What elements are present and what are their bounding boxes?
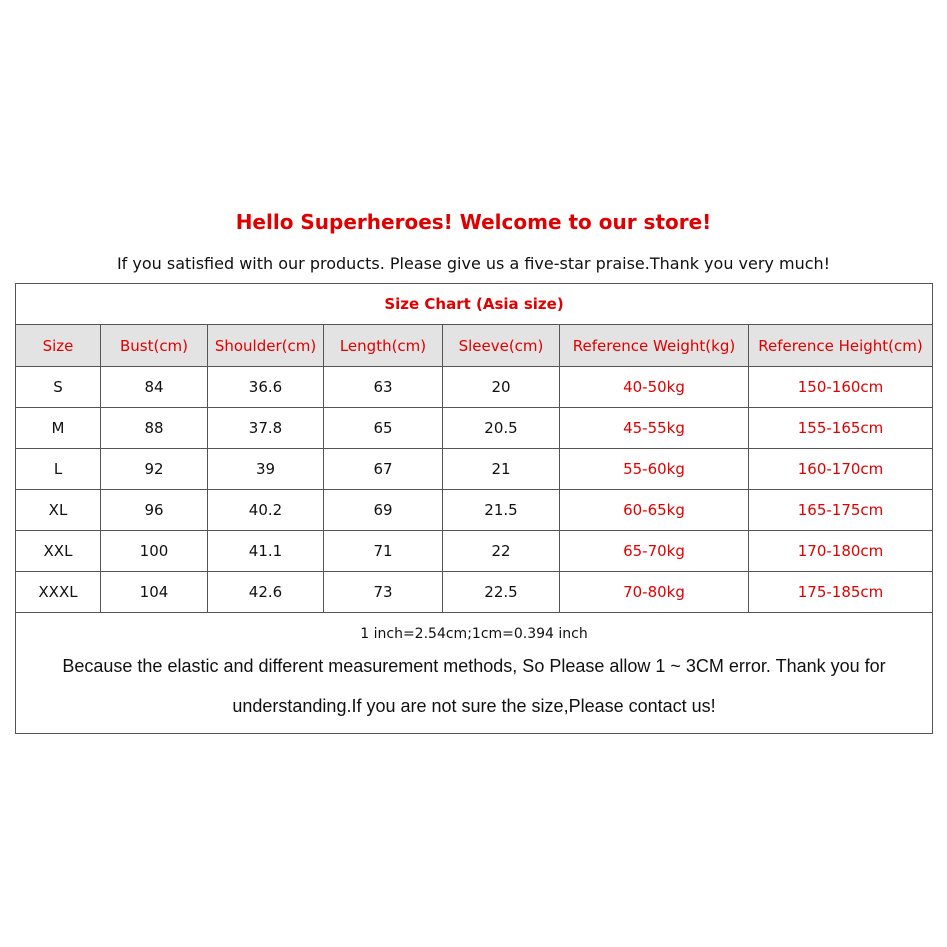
column-header-shoulder: Shoulder(cm) [208, 325, 324, 367]
cell-ref-weight: 45-55kg [560, 408, 749, 449]
cell-length: 73 [324, 572, 443, 613]
table-row [16, 449, 933, 490]
column-header-sleeve: Sleeve(cm) [443, 325, 560, 367]
column-header-ref-weight: Reference Weight(kg) [560, 325, 749, 367]
cell-ref-height: 170-180cm [749, 531, 933, 572]
cell-size: XXXL [16, 572, 101, 613]
table-notes [16, 613, 933, 734]
table-row [16, 531, 933, 572]
cell-shoulder: 41.1 [208, 531, 324, 572]
cell-bust: 84 [101, 367, 208, 408]
column-header-length: Length(cm) [324, 325, 443, 367]
measurement-disclaimer: Because the elastic and different measurement methods, So Please allow 1 ~ 3CM error. Thank you for understanding.If you are not sure the size,Please contact us! [62, 656, 886, 716]
store-headline: Hello Superheroes! Welcome to our store! [235, 210, 712, 234]
cell-ref-weight: 40-50kg [560, 367, 749, 408]
table-notes-row [16, 613, 933, 734]
cell-sleeve: 20 [443, 367, 560, 408]
cell-length: 69 [324, 490, 443, 531]
praise-request-text: If you satisfied with our products. Please give us a five-star praise.Thank you very much! [116, 254, 831, 273]
table-title: Size Chart (Asia size) [16, 284, 933, 325]
cell-sleeve: 20.5 [443, 408, 560, 449]
cell-ref-height: 175-185cm [749, 572, 933, 613]
cell-size: XL [16, 490, 101, 531]
cell-bust: 88 [101, 408, 208, 449]
cell-sleeve: 21 [443, 449, 560, 490]
size-chart-table [15, 283, 933, 734]
cell-ref-weight: 65-70kg [560, 531, 749, 572]
table-title-row [16, 284, 933, 325]
cell-sleeve: 21.5 [443, 490, 560, 531]
cell-shoulder: 40.2 [208, 490, 324, 531]
cell-shoulder: 36.6 [208, 367, 324, 408]
column-header-ref-height: Reference Height(cm) [749, 325, 933, 367]
cell-ref-weight: 55-60kg [560, 449, 749, 490]
cell-size: M [16, 408, 101, 449]
cell-shoulder: 39 [208, 449, 324, 490]
cell-size: L [16, 449, 101, 490]
cell-ref-height: 150-160cm [749, 367, 933, 408]
table-row [16, 572, 933, 613]
cell-ref-height: 165-175cm [749, 490, 933, 531]
table-row [16, 367, 933, 408]
table-row [16, 408, 933, 449]
cell-length: 71 [324, 531, 443, 572]
cell-ref-weight: 60-65kg [560, 490, 749, 531]
cell-shoulder: 42.6 [208, 572, 324, 613]
cell-bust: 96 [101, 490, 208, 531]
column-header-size: Size [16, 325, 101, 367]
cell-length: 65 [324, 408, 443, 449]
cell-bust: 92 [101, 449, 208, 490]
cell-size: XXL [16, 531, 101, 572]
cell-size: S [16, 367, 101, 408]
unit-conversion-note: 1 inch=2.54cm;1cm=0.394 inch [360, 626, 588, 642]
table-header-row [16, 325, 933, 367]
column-header-bust: Bust(cm) [101, 325, 208, 367]
cell-length: 67 [324, 449, 443, 490]
cell-length: 63 [324, 367, 443, 408]
cell-ref-height: 160-170cm [749, 449, 933, 490]
cell-ref-height: 155-165cm [749, 408, 933, 449]
cell-ref-weight: 70-80kg [560, 572, 749, 613]
cell-sleeve: 22.5 [443, 572, 560, 613]
table-row [16, 490, 933, 531]
cell-bust: 104 [101, 572, 208, 613]
cell-bust: 100 [101, 531, 208, 572]
cell-sleeve: 22 [443, 531, 560, 572]
cell-shoulder: 37.8 [208, 408, 324, 449]
